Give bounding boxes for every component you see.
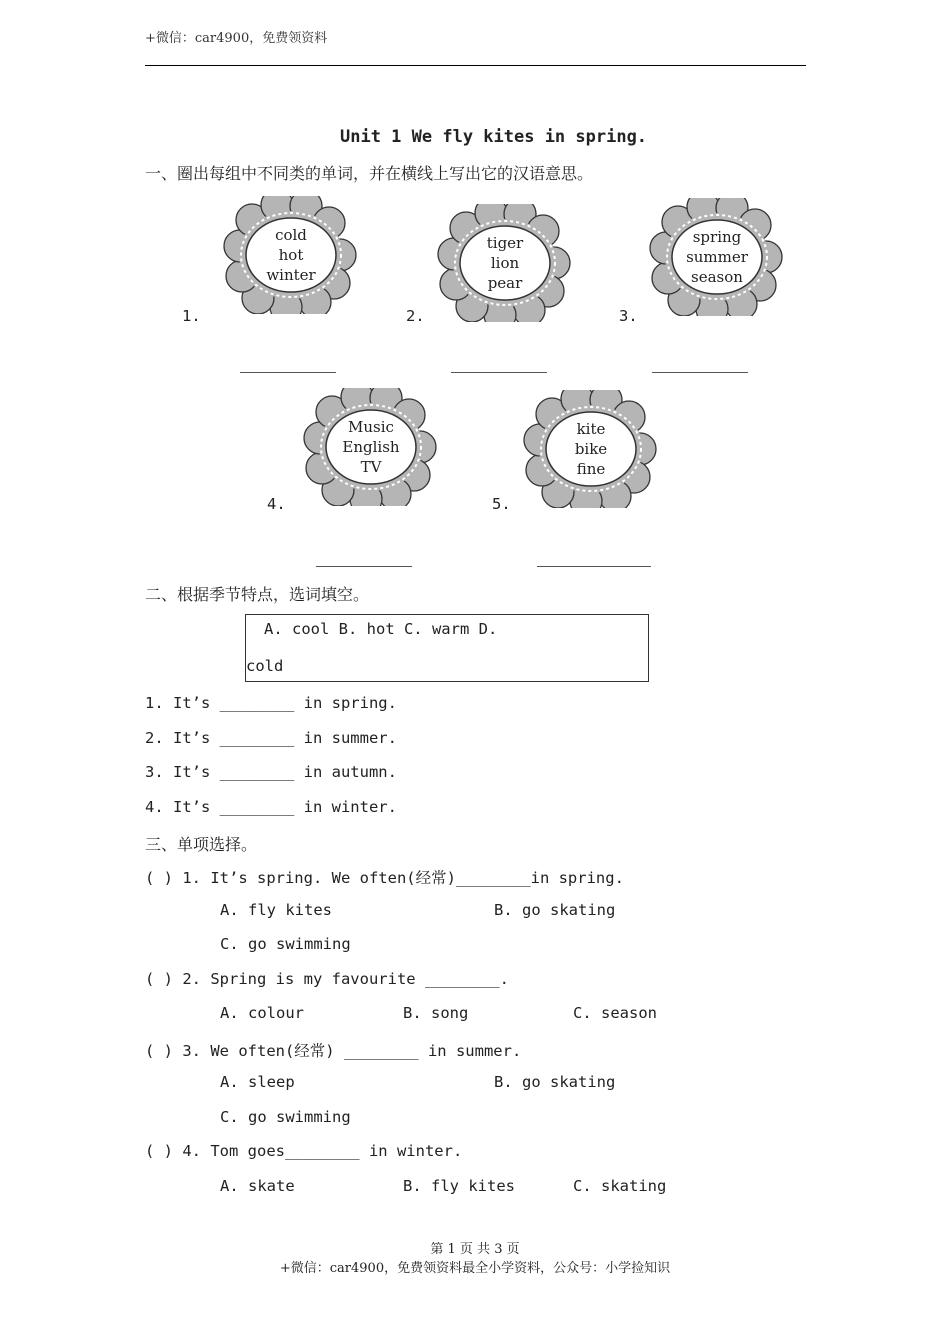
question-2-option-c: C. season bbox=[573, 1004, 657, 1022]
flower-word: pear bbox=[487, 274, 523, 292]
flower-word: hot bbox=[278, 246, 304, 264]
question-1-option-a: A. fly kites bbox=[220, 901, 332, 919]
question-3-option-a: A. sleep bbox=[220, 1073, 295, 1091]
flower-word: bike bbox=[574, 440, 608, 458]
footer-note: +微信：car4900，免费领资料最全小学资料，公众号：小学捡知识 bbox=[279, 1261, 671, 1276]
question-2-option-b: B. song bbox=[403, 1004, 469, 1022]
group-number: 2. bbox=[406, 307, 425, 325]
question-2-stem: ( ) 2. Spring is my favourite ________. bbox=[145, 970, 509, 988]
flower-word: TV bbox=[360, 458, 382, 476]
flower-word: spring bbox=[692, 228, 742, 246]
question-1-option-b: B. go skating bbox=[494, 901, 616, 919]
question-1-stem: ( ) 1. It’s spring. We often(经常)________in spring. bbox=[145, 869, 624, 887]
question-4-option-b: B. fly kites bbox=[403, 1177, 515, 1195]
flower-word: summer bbox=[686, 248, 748, 266]
page-number: 第 1 页 共 3 页 bbox=[430, 1242, 520, 1257]
group-number: 3. bbox=[619, 307, 638, 325]
answer-blank bbox=[537, 566, 651, 567]
fill-item-4: 4. It’s ________ in winter. bbox=[145, 798, 397, 816]
flower-word: tiger bbox=[486, 234, 524, 252]
flower-word: winter bbox=[266, 266, 316, 284]
section3-heading: 三、单项选择。 bbox=[145, 835, 258, 854]
header-divider bbox=[145, 65, 806, 66]
section1-heading: 一、圈出每组中不同类的单词，并在横线上写出它的汉语意思。 bbox=[145, 164, 594, 183]
flower-word: season bbox=[691, 268, 743, 286]
group-number: 1. bbox=[182, 307, 201, 325]
options-line-2: cold bbox=[246, 657, 284, 675]
flower-word: English bbox=[342, 438, 400, 456]
question-3-stem: ( ) 3. We often(经常) ________ in summer. bbox=[145, 1042, 522, 1060]
flower-word: cold bbox=[275, 226, 307, 244]
word-flower-4 bbox=[302, 388, 440, 506]
question-3-option-c: C. go swimming bbox=[220, 1108, 351, 1126]
answer-blank bbox=[652, 372, 748, 373]
answer-blank bbox=[316, 566, 412, 567]
page-title: Unit 1 We fly kites in spring. bbox=[340, 127, 648, 147]
flower-word: Music bbox=[348, 418, 394, 436]
question-2-option-a: A. colour bbox=[220, 1004, 304, 1022]
question-4-stem: ( ) 4. Tom goes________ in winter. bbox=[145, 1142, 463, 1160]
question-4-option-a: A. skate bbox=[220, 1177, 295, 1195]
word-flower-2 bbox=[436, 204, 574, 322]
flower-word: kite bbox=[576, 420, 606, 438]
flower-word: fine bbox=[576, 460, 606, 478]
flower-word: lion bbox=[490, 254, 520, 272]
group-number: 4. bbox=[267, 495, 286, 513]
answer-blank bbox=[451, 372, 547, 373]
question-1-option-c: C. go swimming bbox=[220, 935, 351, 953]
section2-heading: 二、根据季节特点，选词填空。 bbox=[145, 585, 370, 604]
question-3-option-b: B. go skating bbox=[494, 1073, 616, 1091]
group-number: 5. bbox=[492, 495, 511, 513]
options-line-1: A. cool B. hot C. warm D. bbox=[264, 620, 498, 638]
fill-item-3: 3. It’s ________ in autumn. bbox=[145, 763, 397, 781]
word-flower-1 bbox=[222, 196, 360, 314]
fill-item-2: 2. It’s ________ in summer. bbox=[145, 729, 397, 747]
word-flower-5 bbox=[522, 390, 660, 508]
word-flower-3 bbox=[648, 198, 786, 316]
question-4-option-c: C. skating bbox=[573, 1177, 667, 1195]
answer-blank bbox=[240, 372, 336, 373]
header-note: +微信：car4900，免费领资料 bbox=[145, 31, 328, 46]
fill-item-1: 1. It’s ________ in spring. bbox=[145, 694, 397, 712]
